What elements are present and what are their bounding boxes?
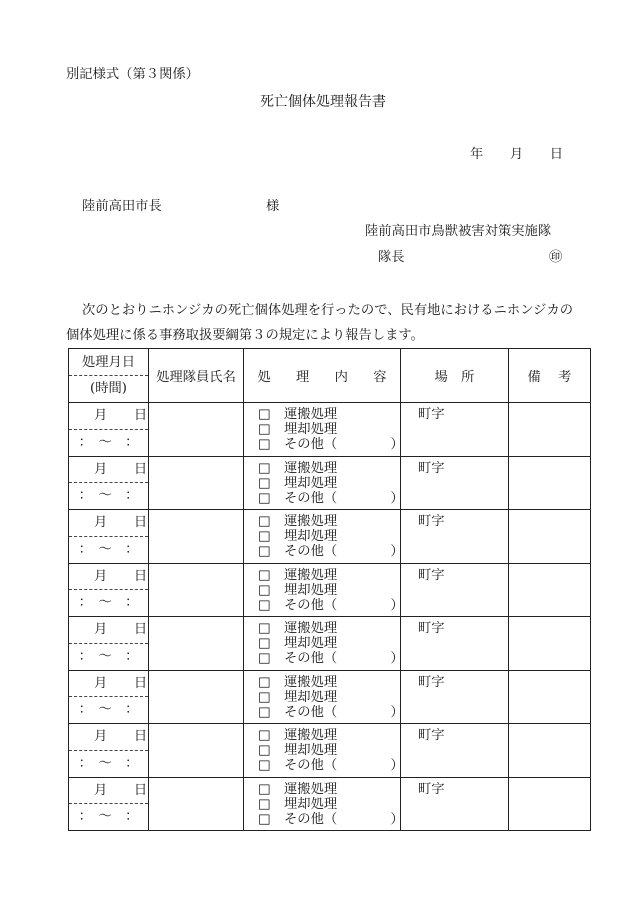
checkbox-icon: □ xyxy=(258,407,271,422)
remarks-cell xyxy=(509,670,591,724)
date-time-cell xyxy=(69,510,149,564)
header-time: (時間) xyxy=(90,381,127,396)
checkbox-icon: □ xyxy=(258,437,271,452)
table-row xyxy=(69,670,591,724)
remarks-cell xyxy=(509,403,591,457)
date-field xyxy=(69,671,148,698)
processing-option-label: 埋却処理 xyxy=(284,796,338,812)
remarks-cell xyxy=(509,724,591,778)
checkbox-icon: □ xyxy=(258,597,271,613)
time-field xyxy=(69,804,148,830)
header-date-time xyxy=(69,349,149,403)
processing-content-cell xyxy=(244,724,404,778)
checkbox-icon: □ xyxy=(258,636,271,651)
processing-option xyxy=(258,811,404,827)
date-field xyxy=(69,724,148,751)
time-label: ： ～ ： xyxy=(78,702,139,717)
date-label: 月 日 xyxy=(94,461,148,477)
checkbox-icon: □ xyxy=(258,582,271,598)
checkbox-icon: □ xyxy=(258,674,271,690)
date-field xyxy=(69,564,148,591)
checkbox-icon: □ xyxy=(258,743,271,758)
processing-option xyxy=(258,422,400,437)
processing-option-label: その他（ ） xyxy=(284,490,404,506)
checkbox-icon: □ xyxy=(258,514,271,529)
time-label: ： ～ ： xyxy=(78,755,139,771)
place-label: 町字 xyxy=(418,514,445,529)
processing-content-cell xyxy=(244,563,404,617)
remarks-cell xyxy=(509,563,591,617)
time-field xyxy=(69,537,148,563)
processing-option-label: 埋却処理 xyxy=(284,422,338,437)
place-cell xyxy=(401,670,509,724)
header-remarks-label: 備 考 xyxy=(527,370,574,385)
checkbox-icon: □ xyxy=(258,758,271,773)
processing-option-label: その他（ ） xyxy=(284,704,404,720)
processing-option-label: 運搬処理 xyxy=(284,781,338,797)
member-name-cell xyxy=(149,724,244,778)
processing-option xyxy=(258,514,400,529)
place-cell xyxy=(401,617,509,671)
processing-option-label: 運搬処理 xyxy=(284,567,338,583)
checkbox-icon: □ xyxy=(258,689,271,705)
time-label: ： ～ ： xyxy=(78,434,139,450)
seal-mark: ㊞ xyxy=(549,250,563,265)
place-label: 町字 xyxy=(418,621,445,636)
date-time-cell xyxy=(69,777,149,831)
processing-option xyxy=(258,461,400,476)
table-row xyxy=(69,563,591,617)
processing-option-label: 運搬処理 xyxy=(284,728,338,743)
place-label: 町字 xyxy=(418,674,445,690)
checkbox-icon: □ xyxy=(258,811,271,827)
checkbox-icon: □ xyxy=(258,460,271,476)
checkbox-icon: □ xyxy=(258,651,271,666)
place-cell xyxy=(401,403,509,457)
time-label: ： ～ ： xyxy=(78,809,139,824)
checkbox-icon: □ xyxy=(258,490,271,506)
time-field xyxy=(69,751,148,777)
date-field xyxy=(69,510,148,537)
place-cell xyxy=(401,563,509,617)
header-remarks xyxy=(509,349,591,403)
remarks-cell xyxy=(509,456,591,510)
processing-option xyxy=(258,544,404,559)
processing-option xyxy=(258,529,400,544)
time-label: ： ～ ： xyxy=(78,541,139,557)
place-cell xyxy=(401,777,509,831)
checkbox-icon: □ xyxy=(258,544,271,559)
processing-option xyxy=(258,758,404,773)
processing-option-label: その他（ ） xyxy=(284,544,404,559)
time-field xyxy=(69,697,148,723)
processing-option-label: その他（ ） xyxy=(284,597,404,613)
date-label: 月 日 xyxy=(94,622,148,637)
addressee: 陸前高田市長 xyxy=(82,199,162,214)
table-row xyxy=(69,510,591,564)
processing-option xyxy=(258,797,400,812)
processing-option xyxy=(258,597,404,613)
body-text-line-1: 次のとおりニホンジカの死亡個体処理を行ったので、民有地におけるニホンジカの xyxy=(82,303,574,318)
time-field xyxy=(69,644,148,670)
date-label: 月 日 xyxy=(94,675,148,691)
date-field xyxy=(69,403,148,430)
processing-option xyxy=(258,476,400,491)
place-cell xyxy=(401,510,509,564)
place-label: 町字 xyxy=(418,781,445,797)
place-label: 町字 xyxy=(418,460,445,476)
processing-option xyxy=(258,568,400,583)
processing-option-label: 埋却処理 xyxy=(284,475,338,491)
checkbox-icon: □ xyxy=(258,475,271,491)
processing-option-label: その他（ ） xyxy=(284,811,404,827)
processing-option xyxy=(258,490,404,506)
date-label: 月 日 xyxy=(94,782,148,798)
checkbox-icon: □ xyxy=(258,781,271,797)
processing-option xyxy=(258,636,400,651)
processing-option xyxy=(258,782,400,797)
sender-organization: 陸前高田市鳥獣被害対策実施隊 xyxy=(365,224,552,239)
report-table-body xyxy=(69,349,591,831)
form-reference: 別記様式（第３関係） xyxy=(66,67,199,82)
processing-option-label: 埋却処理 xyxy=(284,689,338,705)
checkbox-icon: □ xyxy=(258,796,271,812)
processing-option xyxy=(258,437,404,452)
addressee-honorific: 様 xyxy=(266,199,280,214)
table-row xyxy=(69,617,591,671)
time-field xyxy=(69,430,148,456)
member-name-cell xyxy=(149,403,244,457)
member-name-cell xyxy=(149,777,244,831)
place-label: 町字 xyxy=(418,407,445,422)
processing-option-label: その他（ ） xyxy=(284,758,404,773)
report-table xyxy=(68,348,591,831)
checkbox-icon: □ xyxy=(258,704,271,720)
processing-option xyxy=(258,743,400,758)
header-place: 場 所 xyxy=(401,349,509,403)
table-header-row xyxy=(69,349,591,403)
place-cell xyxy=(401,724,509,778)
processing-option xyxy=(258,728,400,743)
member-name-cell xyxy=(149,617,244,671)
document-title: 死亡個体処理報告書 xyxy=(260,94,386,110)
processing-content-cell xyxy=(244,403,404,457)
remarks-cell xyxy=(509,617,591,671)
processing-option xyxy=(258,675,400,690)
processing-option-label: その他（ ） xyxy=(284,651,404,666)
processing-option-label: 埋却処理 xyxy=(284,743,338,758)
processing-option xyxy=(258,621,400,636)
checkbox-icon: □ xyxy=(258,567,271,583)
processing-option-label: 埋却処理 xyxy=(284,529,338,544)
checkbox-icon: □ xyxy=(258,621,271,636)
time-label: ： ～ ： xyxy=(78,595,139,610)
processing-option xyxy=(258,651,404,666)
date-time-cell xyxy=(69,456,149,510)
date-time-cell xyxy=(69,403,149,457)
date-field xyxy=(69,778,148,805)
processing-content-cell xyxy=(244,670,404,724)
sender-title: 隊長 xyxy=(378,250,405,265)
date-label: 月 日 xyxy=(94,515,148,530)
processing-option-label: 運搬処理 xyxy=(284,460,338,476)
processing-option-label: 運搬処理 xyxy=(284,674,338,690)
member-name-cell xyxy=(149,563,244,617)
date-label: 月 日 xyxy=(94,408,148,423)
checkbox-icon: □ xyxy=(258,422,271,437)
place-cell xyxy=(401,456,509,510)
date-time-cell xyxy=(69,563,149,617)
header-content xyxy=(244,349,401,403)
place-label: 町字 xyxy=(418,567,445,583)
date-field xyxy=(69,617,148,644)
processing-option-label: 埋却処理 xyxy=(284,582,338,598)
time-field xyxy=(69,483,148,509)
body-text-line-2: 個体処理に係る事務取扱要綱第３の規定により報告します。 xyxy=(66,328,424,343)
date-field xyxy=(69,457,148,484)
date-label: 月 日 xyxy=(94,568,148,584)
date-time-cell xyxy=(69,724,149,778)
checkbox-icon: □ xyxy=(258,728,271,743)
processing-option-label: 運搬処理 xyxy=(284,621,338,636)
processing-option xyxy=(258,407,400,422)
processing-option-label: その他（ ） xyxy=(284,437,404,452)
time-label: ： ～ ： xyxy=(78,648,139,664)
processing-option xyxy=(258,704,404,720)
date-line: 年 月 日 xyxy=(470,147,564,162)
remarks-cell xyxy=(509,777,591,831)
date-label: 月 日 xyxy=(94,729,148,744)
header-content-label: 処 理 内 容 xyxy=(257,370,393,385)
member-name-cell xyxy=(149,670,244,724)
time-field xyxy=(69,590,148,616)
time-label: ： ～ ： xyxy=(78,488,139,503)
processing-content-cell xyxy=(244,777,404,831)
table-row xyxy=(69,456,591,510)
header-members: 処理隊員氏名 xyxy=(149,349,244,403)
table-row xyxy=(69,724,591,778)
processing-content-cell xyxy=(244,617,404,671)
member-name-cell xyxy=(149,456,244,510)
date-time-cell xyxy=(69,670,149,724)
checkbox-icon: □ xyxy=(258,529,271,544)
header-date: 処理月日 xyxy=(69,349,148,376)
processing-content-cell xyxy=(244,510,404,564)
processing-content-cell xyxy=(244,456,404,510)
table-row xyxy=(69,403,591,457)
processing-option-label: 運搬処理 xyxy=(284,407,338,422)
processing-option xyxy=(258,690,400,705)
processing-option-label: 運搬処理 xyxy=(284,514,338,529)
member-name-cell xyxy=(149,510,244,564)
remarks-cell xyxy=(509,510,591,564)
date-time-cell xyxy=(69,617,149,671)
table-row xyxy=(69,777,591,831)
processing-option-label: 埋却処理 xyxy=(284,636,338,651)
processing-option xyxy=(258,583,400,598)
place-label: 町字 xyxy=(418,728,445,743)
